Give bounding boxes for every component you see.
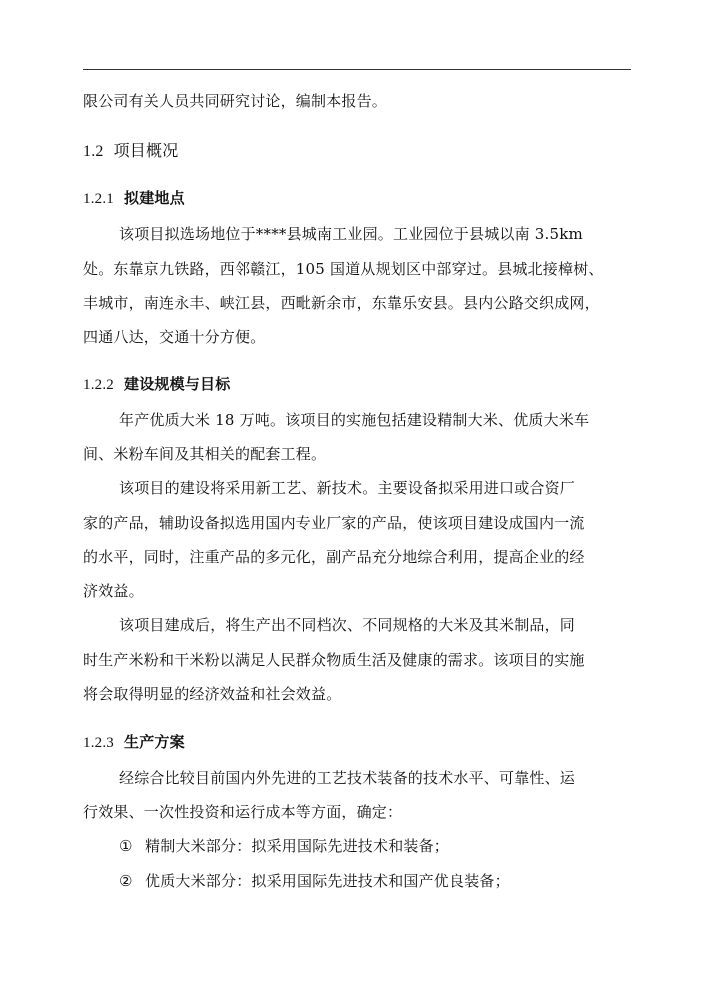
section-title: 生产方案	[124, 733, 185, 751]
list-item	[119, 836, 449, 856]
paragraph-line: 处。东靠京九铁路，西邻赣江，105 国道从规划区中部穿过。县城北接樟树、	[83, 260, 604, 278]
intro-line: 限公司有关人员共同研究讨论，编制本报告。	[83, 92, 388, 110]
section-title: 项目概况	[113, 141, 179, 160]
paragraph-line: 的水平，同时，注重产品的多元化，副产品充分地综合利用，提高企业的经	[83, 548, 585, 566]
paragraph-line: 将会取得明显的经济效益和社会效益。	[83, 685, 342, 703]
header-rule	[83, 69, 631, 70]
section-title: 建设规模与目标	[124, 375, 231, 393]
list-item-text: 精制大米部分：拟采用国际先进技术和装备；	[145, 837, 450, 855]
paragraph-line: 家的产品，辅助设备拟选用国内专业厂家的产品，使该项目建设成国内一流	[83, 514, 585, 532]
paragraph-line: 该项目的建设将采用新工艺、新技术。主要设备拟采用进口或合资厂	[119, 479, 576, 497]
list-marker: ②	[119, 872, 133, 890]
paragraph-line: 经综合比较目前国内外先进的工艺技术装备的技术水平、可靠性、运	[119, 769, 576, 787]
section-heading-1-2-1	[83, 188, 185, 209]
section-heading-1-2-3	[83, 732, 185, 753]
paragraph-line: 间、米粉车间及其相关的配套工程。	[83, 445, 327, 463]
list-marker: ①	[119, 837, 133, 855]
paragraph-line: 四通八达，交通十分方便。	[83, 328, 266, 346]
paragraph-line: 行效果、一次性投资和运行成本等方面，确定：	[83, 803, 403, 821]
section-heading-1-2	[83, 141, 178, 162]
section-number: 1.2.1	[83, 191, 114, 207]
paragraph-line: 时生产米粉和干米粉以满足人民群众物质生活及健康的需求。该项目的实施	[83, 651, 585, 669]
section-number: 1.2	[83, 143, 104, 160]
section-title: 拟建地点	[124, 189, 185, 207]
paragraph-line: 年产优质大米 18 万吨。该项目的实施包括建设精制大米、优质大米车	[119, 411, 590, 429]
paragraph-line: 济效益。	[83, 582, 144, 600]
section-heading-1-2-2	[83, 374, 230, 395]
paragraph-line: 丰城市，南连永丰、峡江县，西毗新余市，东靠乐安县。县内公路交织成网，	[83, 294, 600, 312]
paragraph-line: 该项目建成后，将生产出不同档次、不同规格的大米及其米制品，同	[119, 616, 576, 634]
list-item	[119, 871, 510, 891]
list-item-text: 优质大米部分：拟采用国际先进技术和国产优良装备；	[145, 872, 510, 890]
section-number: 1.2.3	[83, 735, 114, 751]
section-number: 1.2.2	[83, 377, 114, 393]
paragraph-line: 该项目拟选场地位于****县城南工业园。工业园位于县城以南 3.5km	[119, 225, 583, 243]
